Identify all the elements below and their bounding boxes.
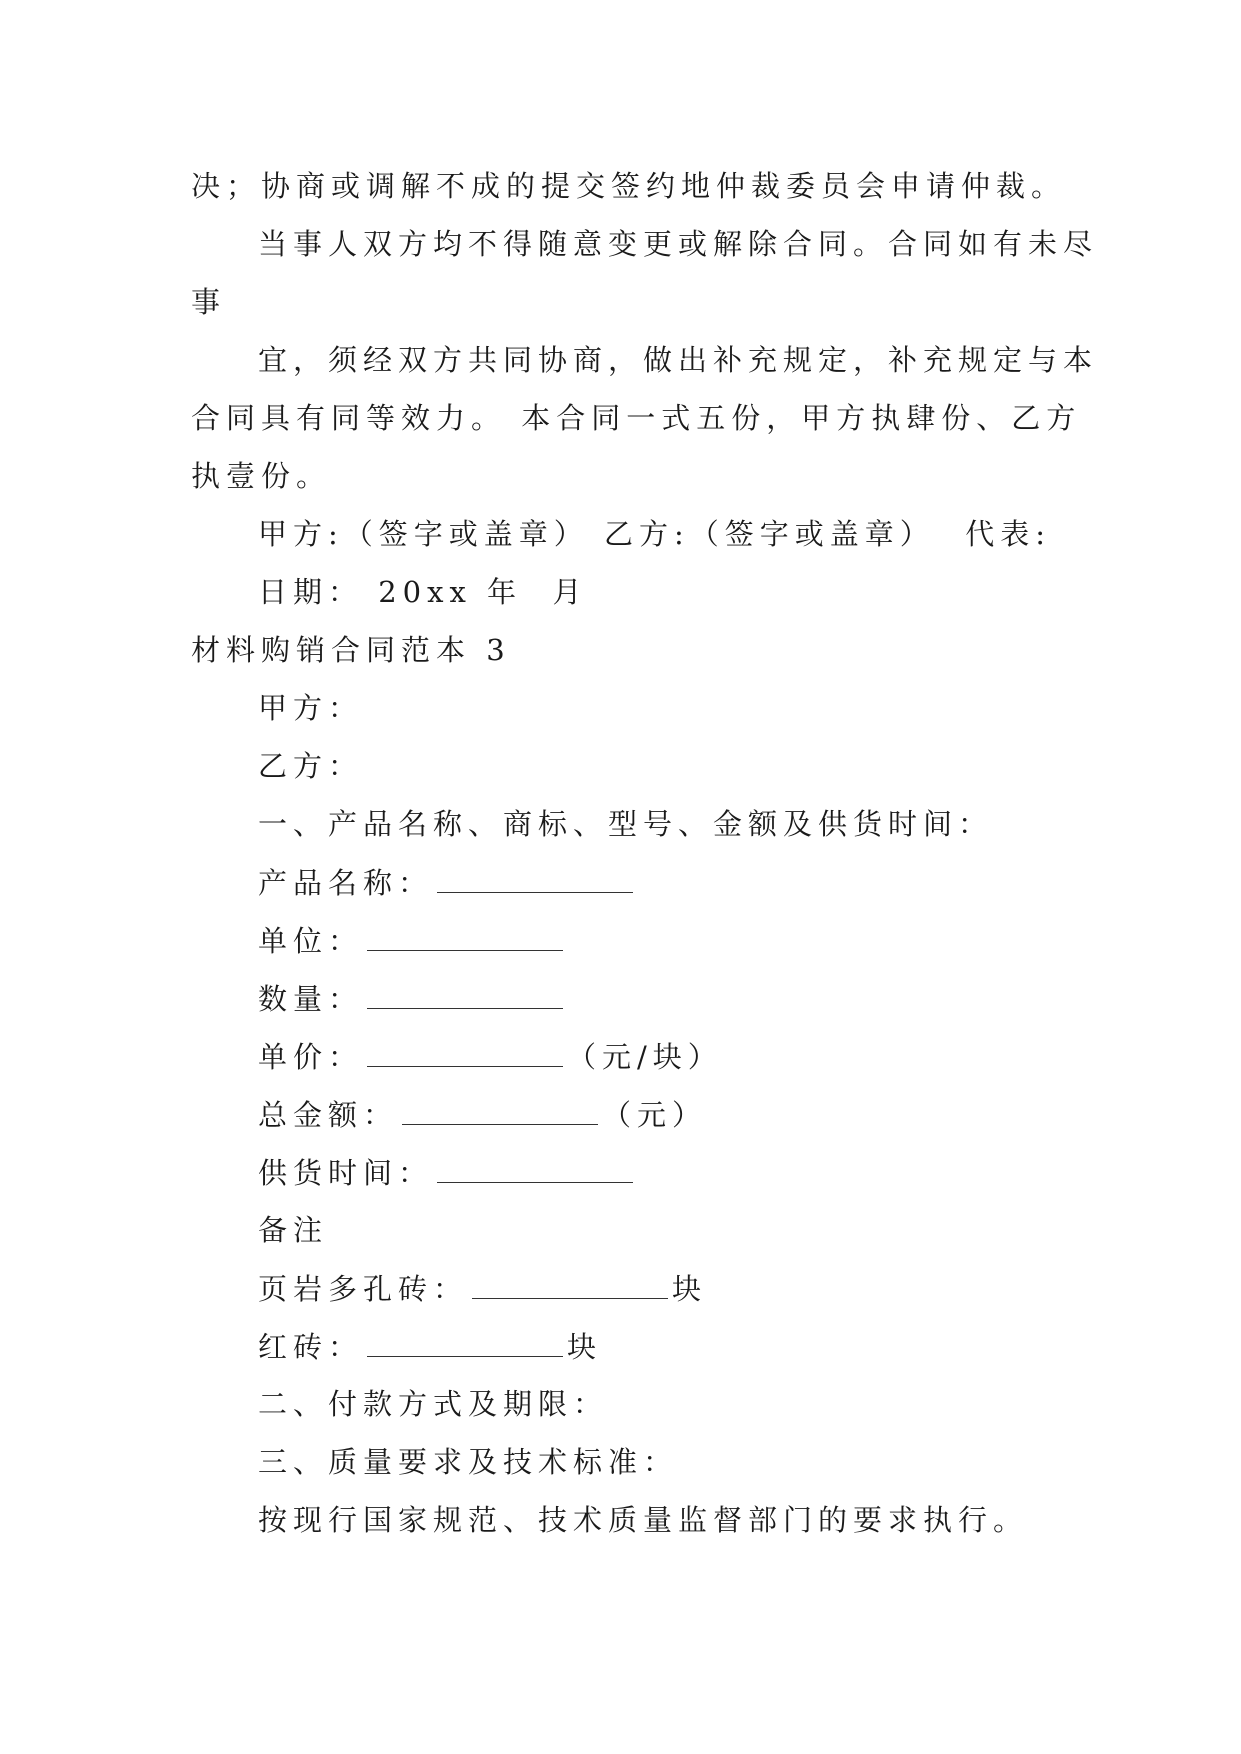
date-line: 日期： 20xx 年 月 [258,575,588,609]
field-label: 产品名称： [258,866,434,900]
field-delivery-time [258,1152,637,1193]
field-total-amount [258,1094,707,1135]
text-line: 合同具有同等效力。 本合同一式五份，甲方执肆份、乙方 [191,401,1082,435]
field-suffix: （元） [602,1098,708,1132]
fill-blank [402,1094,598,1125]
fill-blank [472,1268,668,1299]
signature-line: 甲方:（签字或盖章） 乙方:（签字或盖章） 代表: [258,517,1051,551]
text-line: 按现行国家规范、技术质量监督部门的要求执行。 [258,1503,1029,1537]
text-line: 执壹份。 [191,459,332,493]
text-line: 宜，须经双方共同协商，做出补充规定，补充规定与本 [258,343,1099,377]
field-label: 总金额： [258,1098,399,1132]
field-suffix: 块 [567,1330,603,1364]
text-line: 事 [191,285,227,319]
section-title: 材料购销合同范本 3 [191,633,511,667]
field-label: 数量： [258,982,364,1016]
remarks-heading: 备注 [258,1213,329,1247]
clause-heading: 三、质量要求及技术标准： [258,1445,679,1479]
text-line: 当事人双方均不得随意变更或解除合同。合同如有未尽 [258,227,1099,261]
fill-blank [367,920,563,951]
fill-blank [437,1152,633,1183]
field-label: 单价： [258,1040,364,1074]
fill-blank [367,1326,563,1357]
field-unit [258,920,567,961]
field-label: 页岩多孔砖： [258,1272,469,1306]
field-suffix: （元/块） [567,1040,723,1074]
field-suffix: 块 [672,1272,708,1306]
field-shale-brick [258,1268,707,1309]
text-line: 决；协商或调解不成的提交签约地仲裁委员会申请仲裁。 [191,169,1067,203]
clause-heading: 一、产品名称、商标、型号、金额及供货时间： [258,807,994,841]
field-label: 单位： [258,924,364,958]
field-label: 供货时间： [258,1156,434,1190]
field-product-name [258,862,637,903]
party-b: 乙方： [258,749,364,783]
fill-blank [367,978,563,1009]
fill-blank [367,1036,563,1067]
field-red-brick [258,1326,602,1367]
field-label: 红砖： [258,1330,364,1364]
field-unit-price [258,1036,723,1077]
field-quantity [258,978,567,1019]
fill-blank [437,862,633,893]
party-a: 甲方： [258,691,364,725]
clause-heading: 二、付款方式及期限： [258,1387,609,1421]
